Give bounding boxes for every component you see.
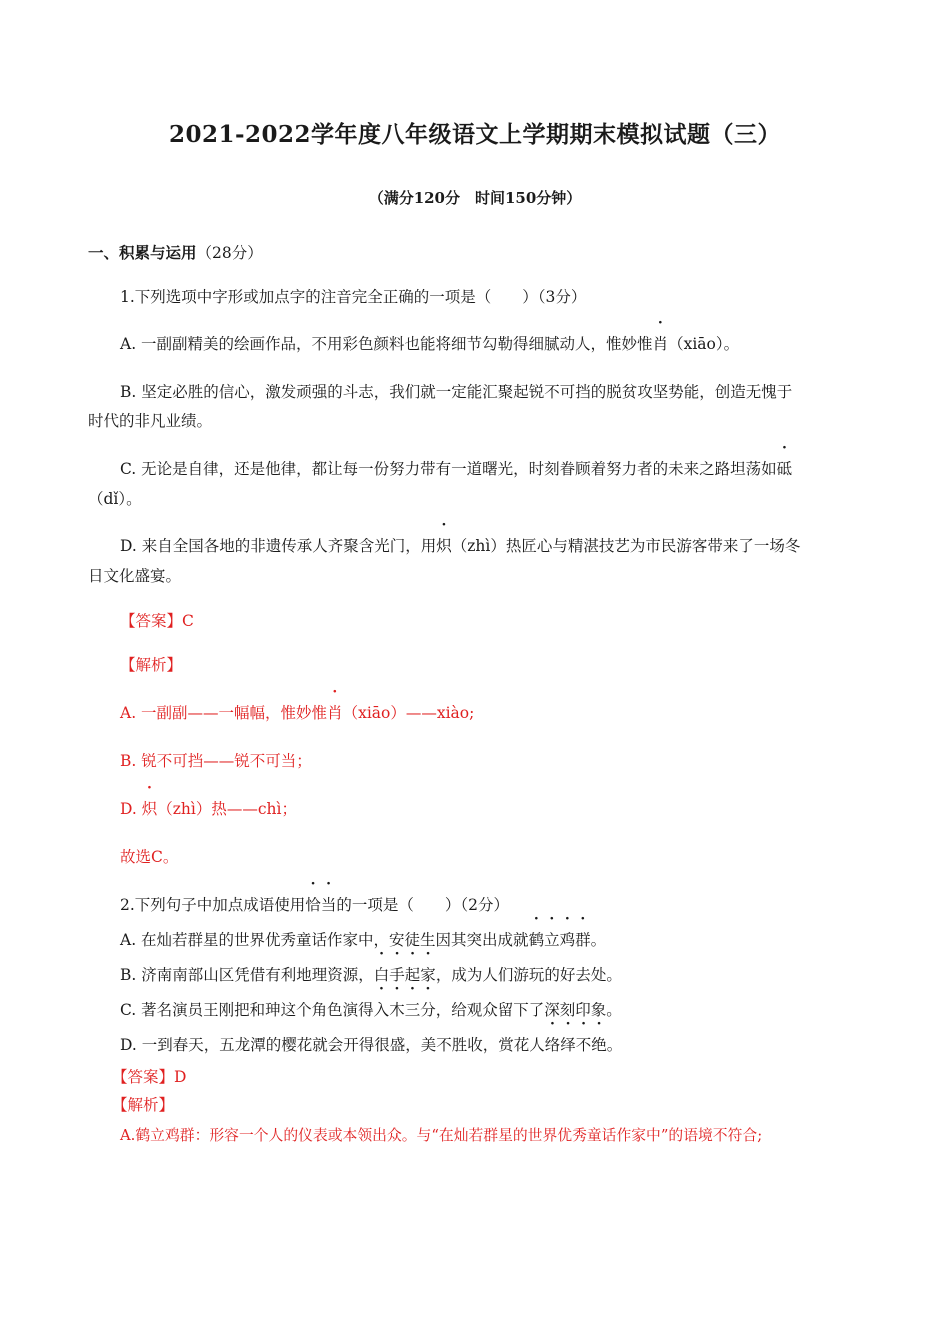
emphasis-char: 不 — [575, 1036, 592, 1054]
q2-c-text-after: ，给观众留下了深刻印象。 — [435, 1001, 622, 1019]
q1-a-text: A. 一副副精美的绘画作品，不用彩色颜料也能将细节勾勒得细腻动人，惟妙惟 — [120, 335, 653, 353]
q2-option-d — [120, 1031, 870, 1060]
emphasis-char: 白 — [373, 966, 390, 984]
q2-a-text-after: 。 — [590, 931, 607, 949]
q2-d-text: D. 一到春天，五龙潭的樱花就会开得很盛，美不胜收，赏花人 — [120, 1036, 545, 1054]
q2-option-a — [120, 926, 870, 955]
q1-explain-a-text: A. 一副副——一幅幅，惟妙惟 — [120, 704, 328, 722]
q2-option-c — [120, 996, 870, 1025]
q1-option-b-line2: 时代的非凡业绩。 — [88, 412, 213, 430]
q1-option-d-line2: 日文化盛宴。 — [88, 567, 182, 585]
emphasis-char: 当 — [320, 896, 337, 914]
emphasis-char: 三 — [404, 1001, 421, 1019]
emphasis-char: 恰 — [305, 896, 321, 914]
q2-b-text-after: ，成为人们游玩的好去处。 — [435, 966, 622, 984]
q2-c-text: C. 著名演员王刚把和珅这个角色演得 — [120, 1001, 374, 1019]
q1-a-dotted: 肖 — [652, 335, 669, 353]
q1-explain-d — [120, 795, 870, 824]
q1-conclusion: 故选C。 — [120, 848, 179, 866]
q1-option-d — [120, 532, 870, 561]
q1-a-pinyin: （xiāo）。 — [668, 335, 740, 353]
emphasis-char: 立 — [544, 931, 560, 949]
q2-a-text: A. 在灿若群星的世界优秀童话作家中，安徒生因其突出成就 — [120, 931, 529, 949]
q1-explain-d-dotted: 炽 — [141, 800, 158, 818]
q1-option-c — [120, 455, 870, 484]
q2-a-dotted — [529, 931, 591, 949]
section-heading — [88, 238, 870, 268]
q1-d-text-after: （zhì）热匠心与精湛技艺为市民游客带来了一场冬 — [451, 537, 801, 555]
q2-stem-text: 2.下列句子中加点成语使用 — [120, 896, 306, 914]
emphasis-char: 手 — [389, 966, 405, 984]
q2-d-text-after: 。 — [606, 1036, 623, 1054]
q1-c-dotted: 砥 — [776, 460, 793, 478]
q1-explain-a — [120, 699, 870, 728]
q1-d-text: D. 来自全国各地的非遗传承人齐聚含光门，用 — [120, 537, 437, 555]
q1-analysis-label: 【解析】 — [120, 656, 183, 674]
q2-stem-dotted — [305, 896, 336, 914]
emphasis-char: 分 — [420, 1001, 436, 1019]
emphasis-char: 鸡 — [559, 931, 576, 949]
q1-c-text: C. 无论是自律，还是他律，都让每一份努力带有一道曙光，时刻眷顾着努力者的未来之路坦荡如 — [120, 460, 777, 478]
section-score: （28分） — [196, 244, 263, 262]
q2-b-text: B. 济南南部山区凭借有利地理资源， — [120, 966, 374, 984]
q1-explain-b: B. 锐不可挡——锐不可当； — [120, 752, 312, 770]
q1-option-b-line1: B. 坚定必胜的信心，激发顽强的斗志，我们就一定能汇聚起锐不可挡的脱贫攻坚势能，创造无愧于 — [120, 383, 793, 401]
q2-c-dotted — [374, 1001, 436, 1019]
page-title: 2021-2022学年度八年级语文上学期期末模拟试题（三） — [168, 121, 782, 148]
q1-answer: 【答案】C — [120, 612, 194, 630]
q1-explain-d-text: （zhì）热——chì； — [157, 800, 297, 818]
q1-stem: 1.下列选项中字形或加点字的注音完全正确的一项是（ ）（3分） — [120, 288, 587, 306]
section-heading-text: 一、积累与运用 — [88, 243, 197, 262]
emphasis-char: 起 — [404, 966, 421, 984]
emphasis-char: 绎 — [560, 1036, 576, 1054]
emphasis-char: 群 — [575, 931, 591, 949]
q2-d-dotted — [545, 1036, 607, 1054]
emphasis-char: 木 — [389, 1001, 405, 1019]
q1-option-a — [120, 330, 870, 359]
q2-analysis-label: 【解析】 — [112, 1096, 175, 1114]
q2-answer: 【答案】D — [112, 1068, 187, 1086]
emphasis-char: 家 — [420, 966, 436, 984]
q1-explain-a-dotted: 肖 — [327, 704, 343, 722]
emphasis-char: 入 — [373, 1001, 390, 1019]
q1-explain-a-pinyin: （xiāo）——xiào; — [342, 704, 475, 722]
emphasis-char: 绝 — [591, 1036, 607, 1054]
emphasis-char: 络 — [544, 1036, 561, 1054]
q2-stem — [120, 891, 870, 920]
q1-option-c-line2: （dǐ）。 — [88, 490, 142, 508]
q2-explain-a: A.鹤立鸡群：形容一个人的仪表或本领出众。与“在灿若群星的世界优秀童话作家中”的语境不符合; — [120, 1127, 763, 1144]
q2-stem-text-after: 的一项是（ ）（2分） — [336, 896, 509, 914]
emphasis-char: 鹤 — [528, 931, 545, 949]
q1-explain-d-prefix: D. — [120, 800, 142, 818]
q1-d-dotted: 炽 — [436, 537, 452, 555]
q2-option-b — [120, 961, 870, 990]
page-subtitle: （满分120分 时间150分钟） — [368, 189, 582, 207]
